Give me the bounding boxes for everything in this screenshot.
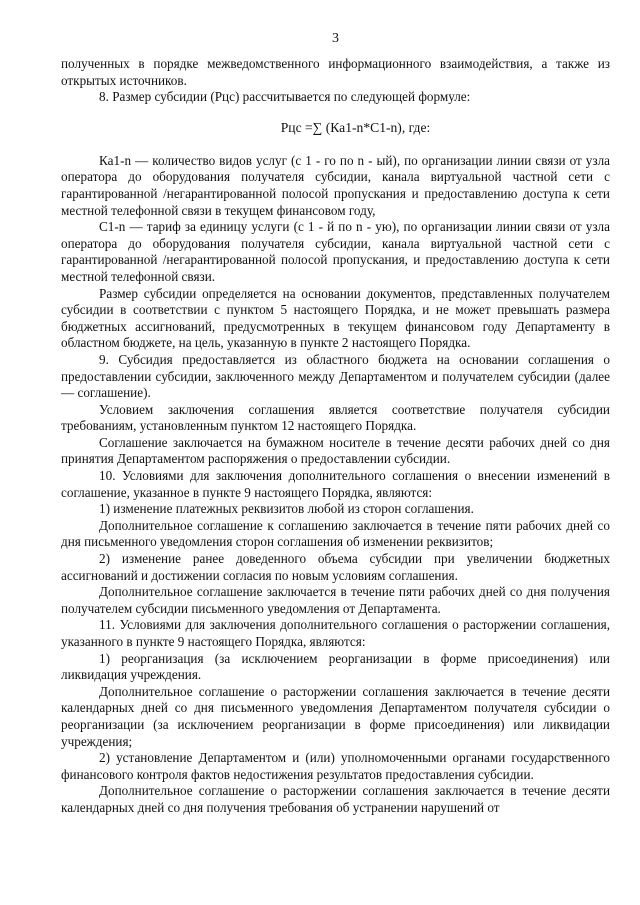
paragraph-item-10-2-term: Дополнительное соглашение заключается в течение пяти рабочих дней со дня получения получателем субсидии письменного уведомления от Департамента. [61,584,610,616]
paragraph-item-10-1-term: Дополнительное соглашение к соглашению заключается в течение пяти рабочих дней со дня письменного уведомления сторон соглашения об изменении реквизитов; [61,517,610,550]
paragraph-item-11-1: 1) реорганизация (за исключением реорганизации в форме присоединения) или ликвидация учреждения. [61,650,610,683]
paragraph-item-10: 10. Условиями для заключения дополнительного соглашения о внесении изменений в соглашение, указанное в пункте 9 настоящего Порядка, являются: [61,468,610,500]
paragraph-ka-definition: Ка1-n — количество видов услуг (с 1 - го по n - ый), по организации линии связи от узла оператора до оборудования получателя субсидии, канала виртуальной частной сети с гарантированной /негарантированной полосой пропускания и предоставлению доступа к сети местной телефонной связи в текущем финансовом году, [61,152,610,218]
paragraph-item-9: 9. Субсидия предоставляется из областного бюджета на основании соглашения о предоставлении субсидии, заключенного между Департаментом и получателем субсидии (далее — соглашение). [61,351,610,401]
paragraph-item-10-2: 2) изменение ранее доведенного объема субсидии при увеличении бюджетных ассигнований и достижении согласия по новым условиям соглашения. [61,551,610,583]
paragraph-item-8: 8. Размер субсидии (Рцс) рассчитывается по следующей формуле: [99,89,471,105]
paragraph-item-11-2-term: Дополнительное соглашение о расторжении соглашения заключается в течение десяти календарных дней со дня получения требования об устранении нарушений от [61,783,610,815]
paragraph-subsidy-size: Размер субсидии определяется на основании документов, представленных получателем субсидии в соответствии с пунктом 5 настоящего Порядка, и не может превышать размера бюджетных ассигнований, предусмотренных в текущем финансовом году Департаменту в областном бюджете, на цель, указанную в пункте 2 настоящего Порядка. [61,285,610,351]
page-number: 3 [332,31,339,46]
paragraph-agreement-term: Соглашение заключается на бумажном носителе в течение десяти рабочих дней со дня принятия Департаментом распоряжения о предоставлении субсидии. [61,434,610,467]
paragraph-c-definition: С1-n — тариф за единицу услуги (с 1 - й по n - ую), по организации линии связи от узла оператора до оборудования получателя субсидии, канала виртуальной частной сети с гарантированной /негарантированной полосой пропускания, и предоставлению доступа к сети местной телефонной связи. [61,219,610,284]
paragraph-continuation: полученных в порядке межведомственного информационного взаимодействия, а также из открытых источников. [61,56,610,88]
paragraph-agreement-condition: Условием заключения соглашения является соответствие получателя субсидии требованиям, установленным пунктом 12 настоящего Порядка. [61,401,610,434]
paragraph-item-11-2: 2) установление Департаментом и (или) уполномоченными органами государственного финансового контроля фактов недостижения результатов предоставления субсидии. [61,750,610,782]
paragraph-item-11: 11. Условиями для заключения дополнительного соглашения о расторжении соглашения, указанного в пункте 9 настоящего Порядка, являются: [61,617,610,649]
paragraph-item-10-1: 1) изменение платежных реквизитов любой из сторон соглашения. [99,501,474,517]
paragraph-item-11-1-term: Дополнительное соглашение о расторжении соглашения заключается в течение десяти календарных дней со дня письменного уведомления Департаментом получателя субсидии о реорганизации (за исключением реорганизации в форме присоединения) или ликвидации учреждения; [61,683,610,749]
subsidy-formula: Рцс =∑ (Ка1-n*С1-n), где: [280,119,431,135]
